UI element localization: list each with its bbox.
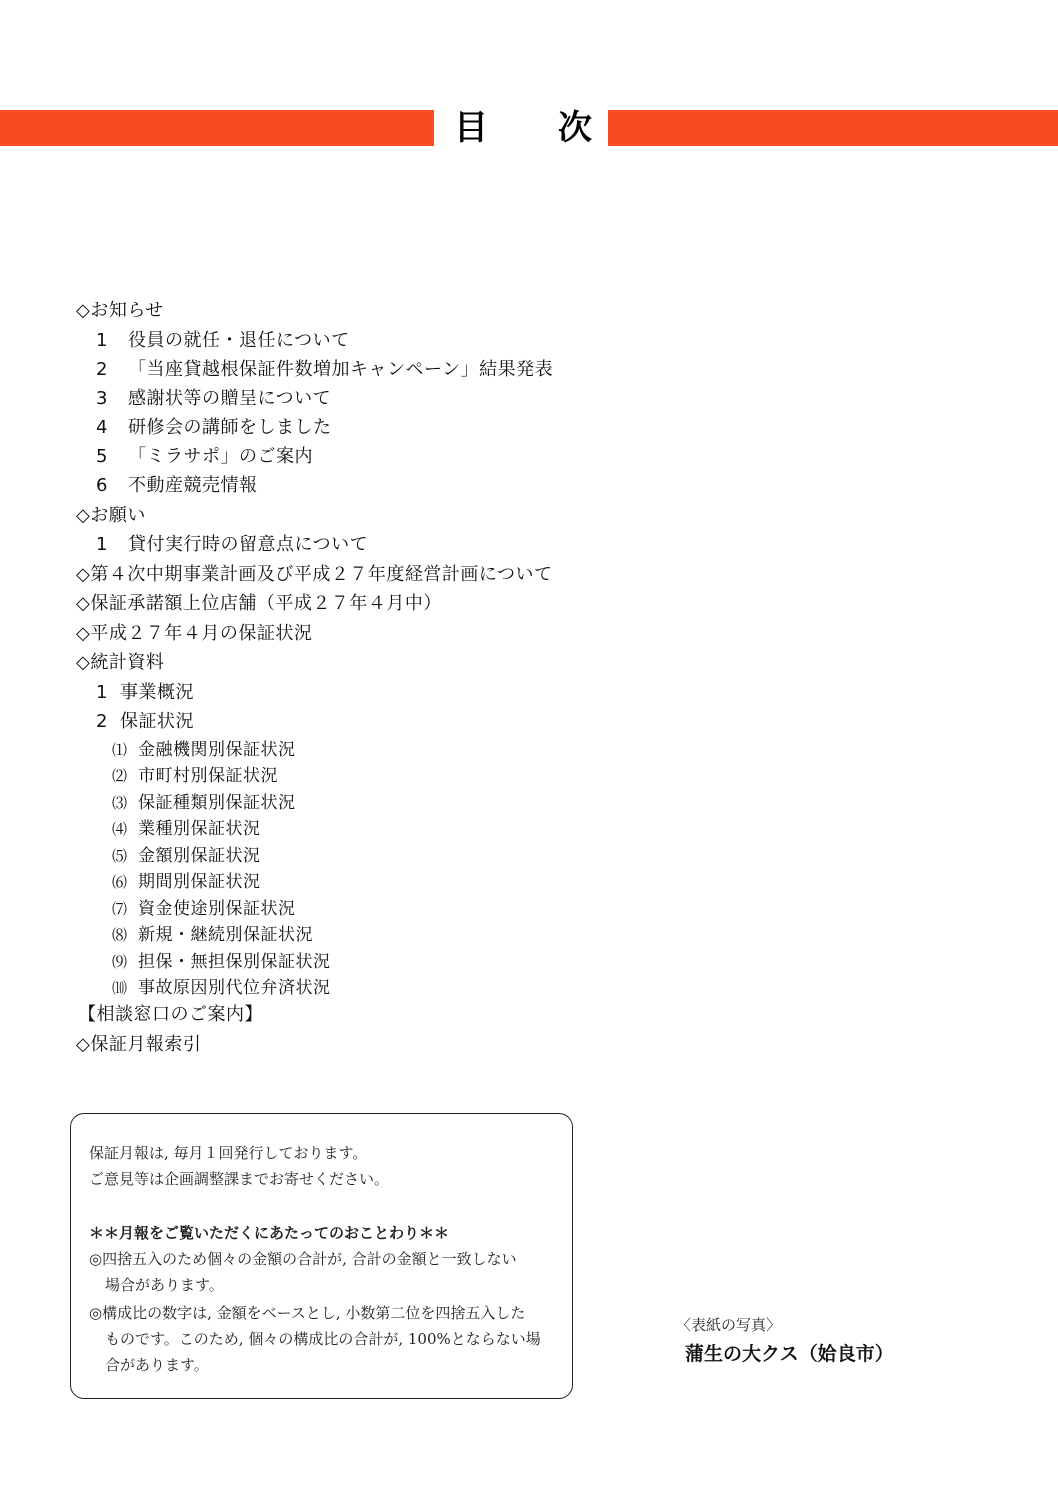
toc-item-label: 「ミラサポ」のご案内 <box>128 446 313 467</box>
toc-subitem <box>112 735 296 760</box>
toc-section-index: ◇保証月報索引 <box>76 1034 202 1055</box>
toc-item-label: 「当座貸越根保証件数増加キャンペーン」結果発表 <box>128 359 554 380</box>
toc-subitem-number: ⑺ <box>112 900 128 918</box>
toc-item-number: 1 <box>96 534 108 555</box>
toc-subitem-label: 業種別保証状況 <box>138 819 261 839</box>
toc-subitem <box>112 973 331 998</box>
toc-item-label: 保証状況 <box>120 711 194 732</box>
toc-subitem <box>112 814 261 839</box>
toc-subitem-label: 事故原因別代位弁済状況 <box>138 978 331 998</box>
toc-subitem-number: ⑹ <box>112 873 128 891</box>
toc-item <box>96 442 313 468</box>
toc-item <box>96 326 350 352</box>
toc-subitem <box>112 894 296 919</box>
notice-note: ◎構成比の数字は, 金額をベースとし, 小数第二位を四捨五入した <box>89 1304 526 1322</box>
toc-subitem <box>112 920 313 945</box>
toc-subitem-label: 資金使途別保証状況 <box>138 899 296 919</box>
toc-section-consultation: 【相談窓口のご案内】 <box>78 1004 263 1025</box>
notice-note: ◎四捨五入のため個々の金額の合計が, 合計の金額と一致しない <box>89 1250 517 1268</box>
toc-item <box>96 355 553 381</box>
toc-subitem-label: 市町村別保証状況 <box>138 766 278 786</box>
toc-subitem-label: 期間別保証状況 <box>138 872 261 892</box>
toc-item-number: 2 <box>96 359 108 380</box>
toc-item-number: 5 <box>96 446 108 467</box>
toc-subitem-number: ⑼ <box>112 953 128 971</box>
toc-subitem-number: ⑸ <box>112 847 128 865</box>
toc-item-number: 6 <box>96 475 108 496</box>
notice-note: 合があります。 <box>105 1356 209 1374</box>
toc-item <box>96 413 332 439</box>
toc-section-statistics: ◇統計資料 <box>76 652 165 673</box>
toc-item-number: 2 <box>96 711 108 732</box>
notice-line: ご意見等は企画調整課までお寄せください。 <box>89 1170 390 1188</box>
page-title: 目次 <box>434 108 608 148</box>
toc-subitem <box>112 841 261 866</box>
notice-line: 保証月報は, 毎月１回発行しております。 <box>89 1144 368 1162</box>
notice-note: 場合があります。 <box>105 1276 224 1294</box>
toc-item-label: 事業概況 <box>120 682 194 703</box>
toc-subitem-label: 保証種類別保証状況 <box>138 793 296 813</box>
toc-subitem-number: ⑽ <box>112 979 128 997</box>
toc-subitem <box>112 788 296 813</box>
toc-section-top-branches: ◇保証承諾額上位店舗（平成２７年４月中） <box>76 593 442 614</box>
cover-photo-caption: 〈表紙の写真〉 <box>676 1316 782 1334</box>
toc-item <box>96 384 331 410</box>
toc-item <box>96 707 194 733</box>
toc-subitem-label: 金額別保証状況 <box>138 846 261 866</box>
toc-section-notices: ◇お知らせ <box>76 300 164 321</box>
toc-item-label: 感謝状等の贈呈について <box>128 388 332 409</box>
toc-subitem-label: 担保・無担保別保証状況 <box>138 952 331 972</box>
toc-subitem-number: ⑵ <box>112 767 128 785</box>
toc-subitem-label: 金融機関別保証状況 <box>138 740 296 760</box>
toc-subitem-number: ⑷ <box>112 820 128 838</box>
toc-item-number: 1 <box>96 682 108 703</box>
toc-item <box>96 471 258 497</box>
notice-heading: ＊＊月報をご覧いただくにあたってのおことわり＊＊ <box>89 1224 450 1242</box>
toc-item <box>96 678 194 704</box>
toc-item-label: 研修会の講師をしました <box>128 417 332 438</box>
toc-section-guarantee-status: ◇平成２７年４月の保証状況 <box>76 623 313 644</box>
toc-subitem-number: ⑻ <box>112 926 128 944</box>
toc-section-requests: ◇お願い <box>76 505 146 526</box>
toc-subitem-number: ⑴ <box>112 741 128 759</box>
notice-box <box>70 1113 573 1399</box>
toc-subitem <box>112 867 261 892</box>
toc-subitem <box>112 947 331 972</box>
cover-photo-title: 蒲生の大クス（姶良市） <box>685 1343 894 1365</box>
toc-subitem-label: 新規・継続別保証状況 <box>138 925 313 945</box>
toc-subitem-number: ⑶ <box>112 794 128 812</box>
toc-section-business-plan: ◇第４次中期事業計画及び平成２７年度経営計画について <box>76 564 553 585</box>
toc-subitem <box>112 761 278 786</box>
toc-item-label: 不動産競売情報 <box>128 475 258 496</box>
toc-item <box>96 530 368 556</box>
toc-item-number: 4 <box>96 417 108 438</box>
toc-item-number: 1 <box>96 330 108 351</box>
notice-note: ものです。このため, 個々の構成比の合計が, 100%とならない場 <box>105 1330 541 1348</box>
toc-item-label: 貸付実行時の留意点について <box>128 534 369 555</box>
toc-item-number: 3 <box>96 388 108 409</box>
toc-item-label: 役員の就任・退任について <box>128 330 350 351</box>
